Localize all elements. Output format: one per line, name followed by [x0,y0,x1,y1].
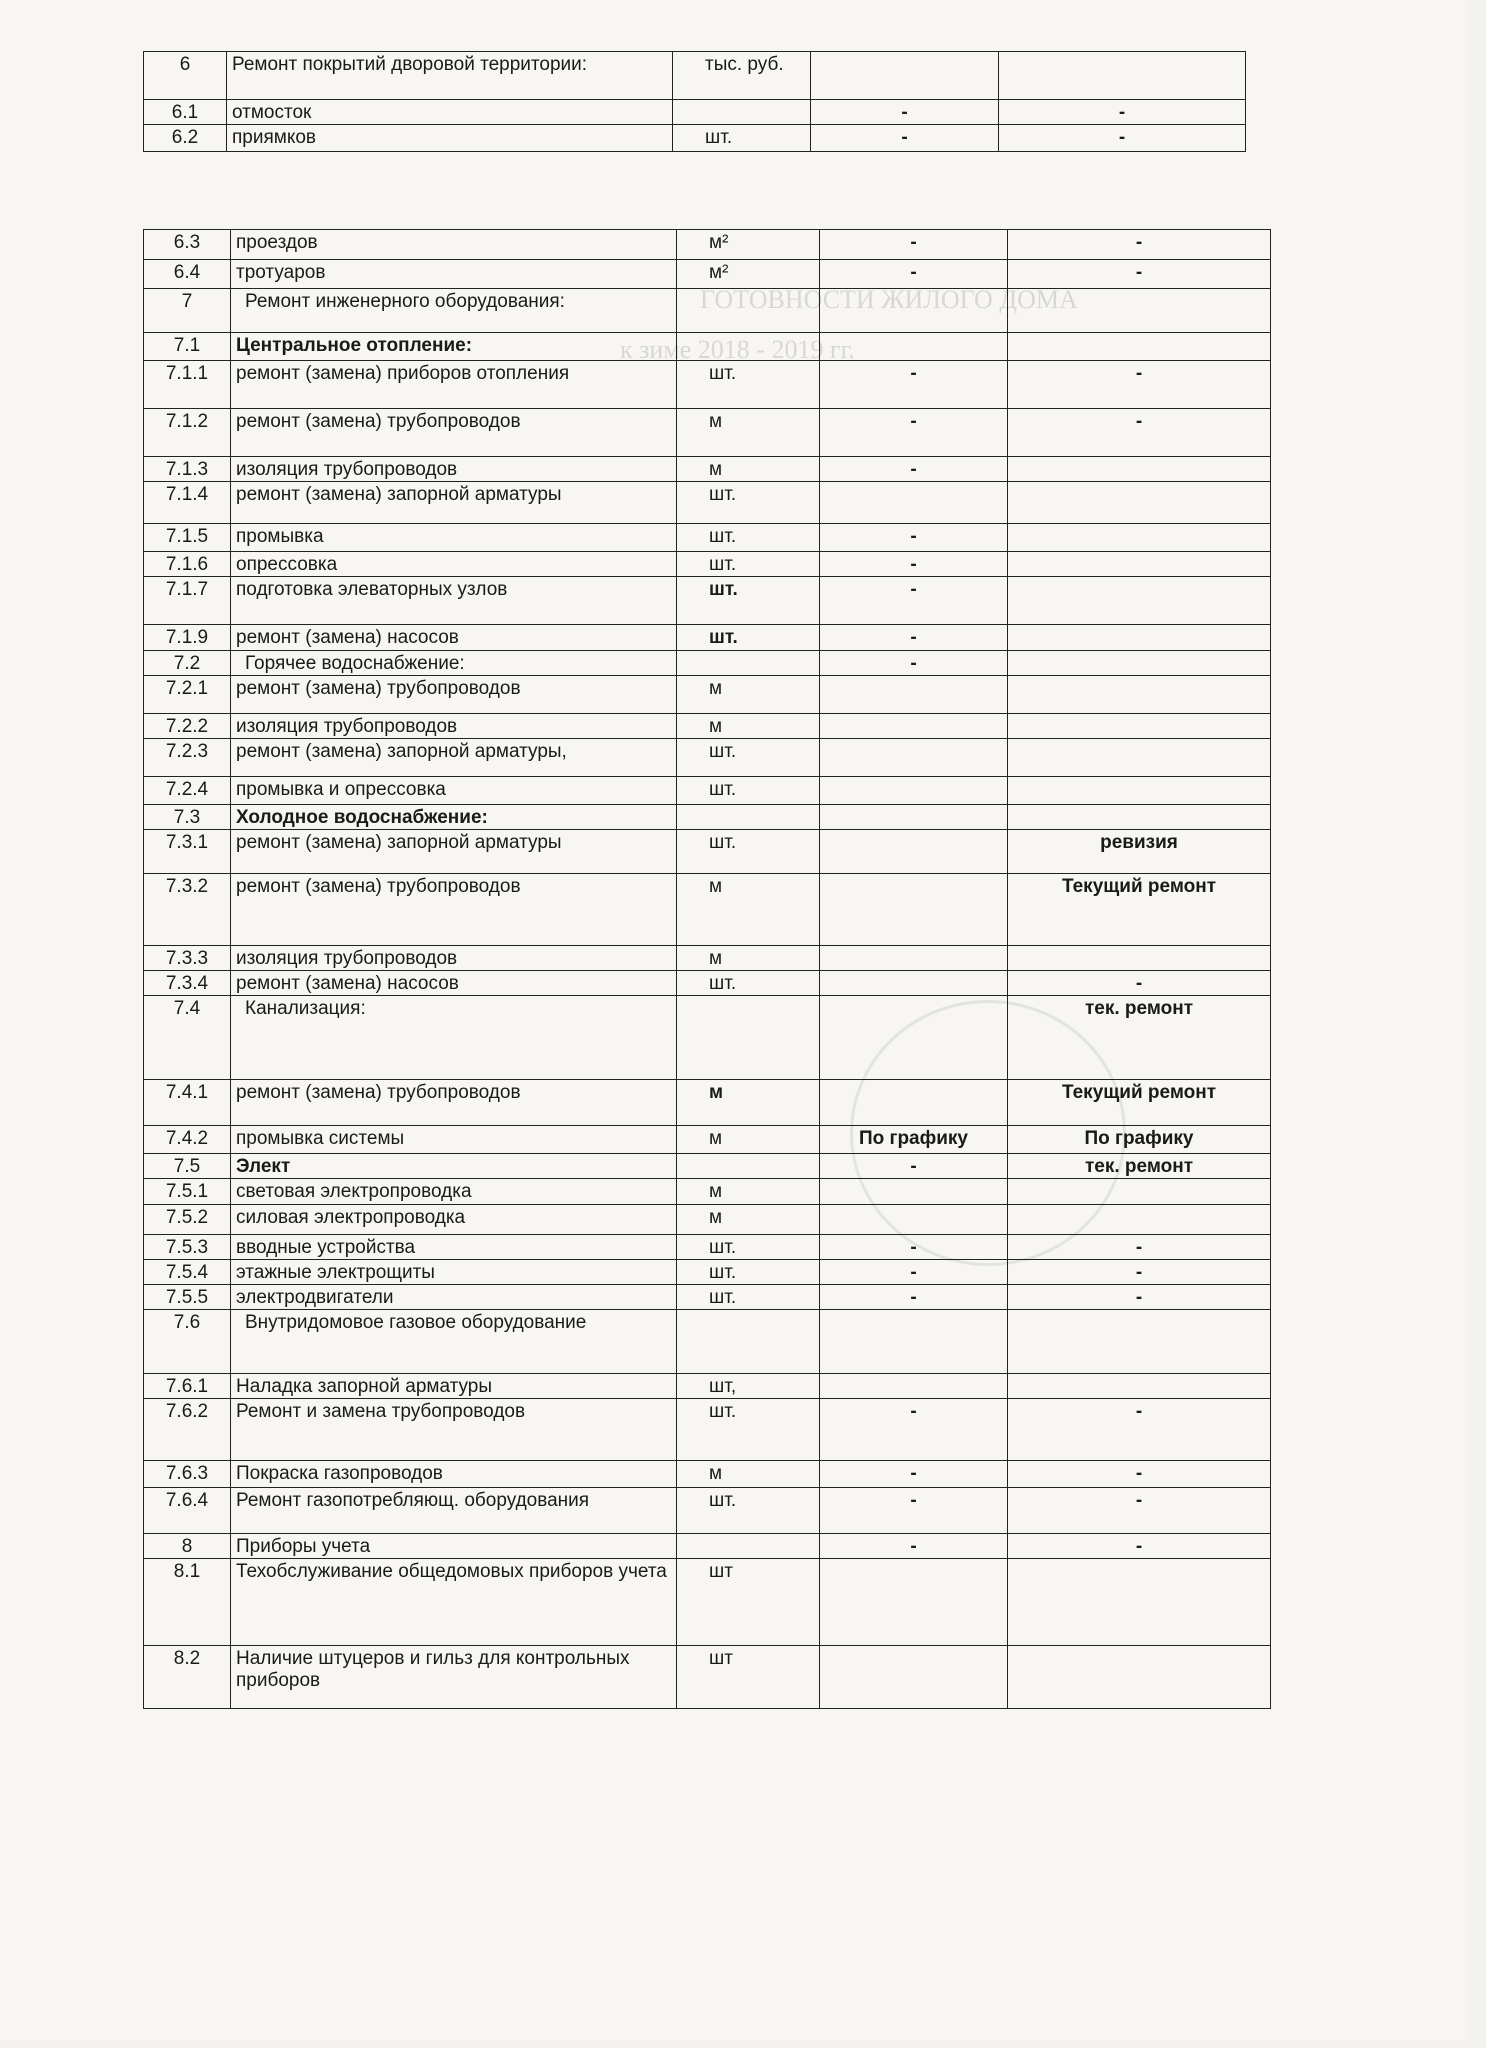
row-value-cell [820,482,1008,524]
table-row [144,289,1271,333]
row-value-cell: По графику [820,1126,1008,1154]
row-number-cell: 6 [144,52,227,100]
row-value-cell: - [1008,1461,1271,1488]
row-value-cell: - [1008,1488,1271,1534]
row-unit-cell: м [677,714,820,739]
table-row [144,577,1271,625]
bleed-through-text: ГОТОВНОСТИ ЖИЛОГО ДОМА [700,285,1078,314]
row-unit-cell: шт. [677,830,820,874]
row-number-cell: 6.3 [144,230,231,260]
row-unit-cell: шт. [677,971,820,996]
row-unit-cell: м [677,457,820,482]
row-name-cell: Центральное отопление: [231,333,677,361]
row-value-cell [820,714,1008,739]
row-value-cell [820,830,1008,874]
table-row [144,1399,1271,1461]
row-value-cell [820,676,1008,714]
row-unit-cell: шт [677,1646,820,1709]
row-unit-cell: шт. [677,1285,820,1310]
row-name-cell: Наличие штуцеров и гильз для контрольных приборов [231,1646,677,1709]
row-value-cell [1008,1179,1271,1205]
row-number-cell: 7.1.7 [144,577,231,625]
row-name-cell: ремонт (замена) насосов [231,625,677,651]
row-unit-cell: м [677,676,820,714]
row-name-cell: ремонт (замена) трубопроводов [231,874,677,946]
row-number-cell: 7.1.5 [144,524,231,552]
row-value-cell [820,1646,1008,1709]
row-unit-cell: шт. [677,1235,820,1260]
table-row [144,1488,1271,1534]
row-name-cell: промывка [231,524,677,552]
table-row [144,552,1271,577]
row-number-cell: 7.2.2 [144,714,231,739]
row-number-cell: 8 [144,1534,231,1559]
row-value-cell [1008,625,1271,651]
table-row [144,1646,1271,1709]
row-unit-cell [677,996,820,1080]
row-value-cell: Текущий ремонт [1008,874,1271,946]
row-name-cell: ремонт (замена) насосов [231,971,677,996]
row-number-cell: 7.5.1 [144,1179,231,1205]
row-number-cell: 7.4 [144,996,231,1080]
row-value-cell: - [820,552,1008,577]
row-unit-cell [677,651,820,676]
row-value-cell [1008,1205,1271,1235]
row-value-cell [820,971,1008,996]
row-name-cell: электродвигатели [231,1285,677,1310]
row-name-cell: вводные устройства [231,1235,677,1260]
row-value-cell: - [1008,1399,1271,1461]
table-row [144,625,1271,651]
row-name-cell: тротуаров [231,260,677,289]
table-row [144,361,1271,409]
row-number-cell: 7.1.4 [144,482,231,524]
table-row [144,260,1271,289]
row-value-cell: - [1008,1260,1271,1285]
row-unit-cell: м² [677,230,820,260]
table-row [144,1154,1271,1179]
row-unit-cell [673,100,811,125]
row-number-cell: 7.5.2 [144,1205,231,1235]
row-unit-cell: шт. [677,552,820,577]
row-value-cell [1008,577,1271,625]
row-name-cell: Канализация: [231,996,677,1080]
table-row [144,651,1271,676]
row-name-cell: подготовка элеваторных узлов [231,577,677,625]
row-value-cell: Текущий ремонт [1008,1080,1271,1126]
table-row [144,1260,1271,1285]
row-number-cell: 7.2.1 [144,676,231,714]
row-value-cell: - [820,524,1008,552]
row-number-cell: 7.1.6 [144,552,231,577]
row-value-cell: - [811,100,999,125]
row-value-cell: - [820,409,1008,457]
row-value-cell [811,52,999,100]
row-unit-cell: шт [677,1559,820,1646]
table-row [144,1310,1271,1374]
table-row [144,1080,1271,1126]
row-value-cell: - [820,1154,1008,1179]
table-row [144,1235,1271,1260]
row-name-cell: Ремонт газопотребляющ. оборудования [231,1488,677,1534]
table-row [144,1374,1271,1399]
row-value-cell: - [820,1285,1008,1310]
row-name-cell: световая электропроводка [231,1179,677,1205]
row-value-cell [1008,1374,1271,1399]
row-unit-cell: шт. [677,739,820,777]
row-value-cell: - [1008,971,1271,996]
table-main [143,229,1271,1709]
row-unit-cell: шт. [673,125,811,152]
row-value-cell: - [820,1235,1008,1260]
row-number-cell: 7.3.3 [144,946,231,971]
row-number-cell: 6.4 [144,260,231,289]
row-value-cell [820,333,1008,361]
row-value-cell: - [999,125,1246,152]
row-name-cell: силовая электропроводка [231,1205,677,1235]
row-number-cell: 6.2 [144,125,227,152]
row-name-cell: проездов [231,230,677,260]
row-number-cell: 7.3.4 [144,971,231,996]
table-row [144,830,1271,874]
row-unit-cell [677,1154,820,1179]
row-value-cell: - [820,361,1008,409]
row-number-cell: 7.3.2 [144,874,231,946]
row-value-cell: тек. ремонт [1008,996,1271,1080]
row-number-cell: 7.2.3 [144,739,231,777]
row-value-cell [820,1310,1008,1374]
table-row [144,333,1271,361]
row-value-cell: - [1008,260,1271,289]
table-row [144,1534,1271,1559]
row-value-cell [820,739,1008,777]
table-row [144,1205,1271,1235]
bleed-through-text: к зиме 2018 - 2019 гг. [620,335,855,364]
row-value-cell: - [1008,230,1271,260]
table-row [144,457,1271,482]
row-value-cell: - [999,100,1246,125]
row-value-cell: - [820,1488,1008,1534]
row-name-cell: ремонт (замена) трубопроводов [231,409,677,457]
row-name-cell: ремонт (замена) приборов отопления [231,361,677,409]
row-name-cell: Ремонт инженерного оборудования: [231,289,677,333]
row-name-cell: Ремонт и замена трубопроводов [231,1399,677,1461]
row-unit-cell: шт. [677,361,820,409]
table-row [144,777,1271,805]
row-unit-cell [677,333,820,361]
row-value-cell [1008,739,1271,777]
row-value-cell [1008,676,1271,714]
row-value-cell: - [820,457,1008,482]
row-unit-cell: шт. [677,482,820,524]
row-unit-cell: м [677,1461,820,1488]
row-name-cell: изоляция трубопроводов [231,714,677,739]
row-value-cell: - [811,125,999,152]
row-value-cell [820,996,1008,1080]
row-name-cell: приямков [227,125,673,152]
row-value-cell: ревизия [1008,830,1271,874]
row-value-cell [1008,651,1271,676]
row-value-cell [1008,1559,1271,1646]
row-value-cell: - [820,1534,1008,1559]
row-unit-cell: шт. [677,625,820,651]
row-value-cell [1008,777,1271,805]
row-value-cell: По графику [1008,1126,1271,1154]
row-name-cell: ремонт (замена) запорной арматуры, [231,739,677,777]
row-value-cell [820,1080,1008,1126]
table-row [144,714,1271,739]
row-number-cell: 7.5.3 [144,1235,231,1260]
row-name-cell: Холодное водоснабжение: [231,805,677,830]
row-number-cell: 7.1.9 [144,625,231,651]
row-value-cell [1008,946,1271,971]
row-unit-cell: м [677,874,820,946]
row-value-cell: - [820,230,1008,260]
row-value-cell [820,1374,1008,1399]
table-row [144,946,1271,971]
table-row [144,805,1271,830]
row-name-cell: ремонт (замена) трубопроводов [231,676,677,714]
table-top [143,51,1246,152]
row-name-cell: опрессовка [231,552,677,577]
row-number-cell: 7.6.4 [144,1488,231,1534]
row-value-cell [1008,1646,1271,1709]
row-value-cell: - [1008,409,1271,457]
table-row [144,482,1271,524]
row-name-cell: ремонт (замена) запорной арматуры [231,830,677,874]
row-value-cell [1008,1310,1271,1374]
row-value-cell: - [820,625,1008,651]
row-unit-cell: м [677,1205,820,1235]
row-number-cell: 7.1.2 [144,409,231,457]
row-value-cell [820,874,1008,946]
row-value-cell [1008,333,1271,361]
row-number-cell: 7.3 [144,805,231,830]
row-number-cell: 7.1.3 [144,457,231,482]
row-unit-cell: м [677,1179,820,1205]
row-unit-cell: шт. [677,524,820,552]
row-value-cell [820,1559,1008,1646]
row-number-cell: 7.6.1 [144,1374,231,1399]
row-number-cell: 7.5.4 [144,1260,231,1285]
row-unit-cell [677,289,820,333]
row-unit-cell: м [677,409,820,457]
table-row [144,971,1271,996]
row-unit-cell [677,1534,820,1559]
row-value-cell [820,805,1008,830]
row-name-cell: изоляция трубопроводов [231,946,677,971]
table-row [144,874,1271,946]
table-row [144,739,1271,777]
row-value-cell [1008,457,1271,482]
row-unit-cell: шт, [677,1374,820,1399]
row-value-cell [999,52,1246,100]
row-value-cell: - [1008,361,1271,409]
row-number-cell: 6.1 [144,100,227,125]
row-value-cell: - [1008,1534,1271,1559]
row-value-cell [1008,552,1271,577]
table-row [144,1461,1271,1488]
row-name-cell: Приборы учета [231,1534,677,1559]
table-row [144,1285,1271,1310]
row-number-cell: 7.4.2 [144,1126,231,1154]
row-number-cell: 8.2 [144,1646,231,1709]
row-name-cell: Ремонт покрытий дворовой территории: [227,52,673,100]
row-name-cell: ремонт (замена) запорной арматуры [231,482,677,524]
row-value-cell: - [1008,1235,1271,1260]
row-value-cell [1008,289,1271,333]
row-value-cell: - [820,577,1008,625]
row-value-cell [820,946,1008,971]
row-value-cell: - [820,1260,1008,1285]
row-number-cell: 7 [144,289,231,333]
row-number-cell: 7.6 [144,1310,231,1374]
row-unit-cell: шт. [677,1488,820,1534]
table-row [144,100,1246,125]
row-unit-cell: шт. [677,1260,820,1285]
row-value-cell [820,1205,1008,1235]
row-number-cell: 7.1 [144,333,231,361]
row-value-cell: - [820,1461,1008,1488]
row-unit-cell: шт. [677,1399,820,1461]
row-value-cell: - [820,1399,1008,1461]
row-name-cell: Внутридомовое газовое оборудование [231,1310,677,1374]
row-number-cell: 7.5.5 [144,1285,231,1310]
row-value-cell: - [820,260,1008,289]
row-number-cell: 7.6.2 [144,1399,231,1461]
row-name-cell: отмосток [227,100,673,125]
row-value-cell [1008,482,1271,524]
row-unit-cell [677,805,820,830]
row-value-cell [820,289,1008,333]
row-name-cell: изоляция трубопроводов [231,457,677,482]
row-value-cell [820,777,1008,805]
row-unit-cell: м [677,946,820,971]
table-row [144,1179,1271,1205]
row-value-cell: - [1008,1285,1271,1310]
row-number-cell: 7.2.4 [144,777,231,805]
row-name-cell: Горячее водоснабжение: [231,651,677,676]
row-value-cell [820,1179,1008,1205]
row-number-cell: 7.3.1 [144,830,231,874]
row-value-cell: тек. ремонт [1008,1154,1271,1179]
row-name-cell: Техобслуживание общедомовых приборов учета [231,1559,677,1646]
row-name-cell: промывка системы [231,1126,677,1154]
table-row [144,676,1271,714]
row-unit-cell [677,1310,820,1374]
row-number-cell: 7.1.1 [144,361,231,409]
row-value-cell [1008,524,1271,552]
row-unit-cell: шт. [677,577,820,625]
row-unit-cell: м² [677,260,820,289]
row-number-cell: 7.6.3 [144,1461,231,1488]
row-number-cell: 7.4.1 [144,1080,231,1126]
table-row [144,409,1271,457]
row-number-cell: 8.1 [144,1559,231,1646]
table-row [144,230,1271,260]
row-value-cell [1008,805,1271,830]
row-unit-cell: тыс. руб. [673,52,811,100]
table-row [144,996,1271,1080]
row-name-cell: промывка и опрессовка [231,777,677,805]
row-unit-cell: шт. [677,777,820,805]
row-name-cell: Покраска газопроводов [231,1461,677,1488]
row-unit-cell: м [677,1080,820,1126]
table-row [144,524,1271,552]
row-unit-cell: м [677,1126,820,1154]
row-number-cell: 7.2 [144,651,231,676]
row-name-cell: этажные электрощиты [231,1260,677,1285]
row-name-cell: ремонт (замена) трубопроводов [231,1080,677,1126]
table-row [144,52,1246,100]
table-row [144,125,1246,152]
row-name-cell: Наладка запорной арматуры [231,1374,677,1399]
table-row [144,1126,1271,1154]
row-name-cell: Элект [231,1154,677,1179]
row-value-cell: - [820,651,1008,676]
row-value-cell [1008,714,1271,739]
row-number-cell: 7.5 [144,1154,231,1179]
table-row [144,1559,1271,1646]
